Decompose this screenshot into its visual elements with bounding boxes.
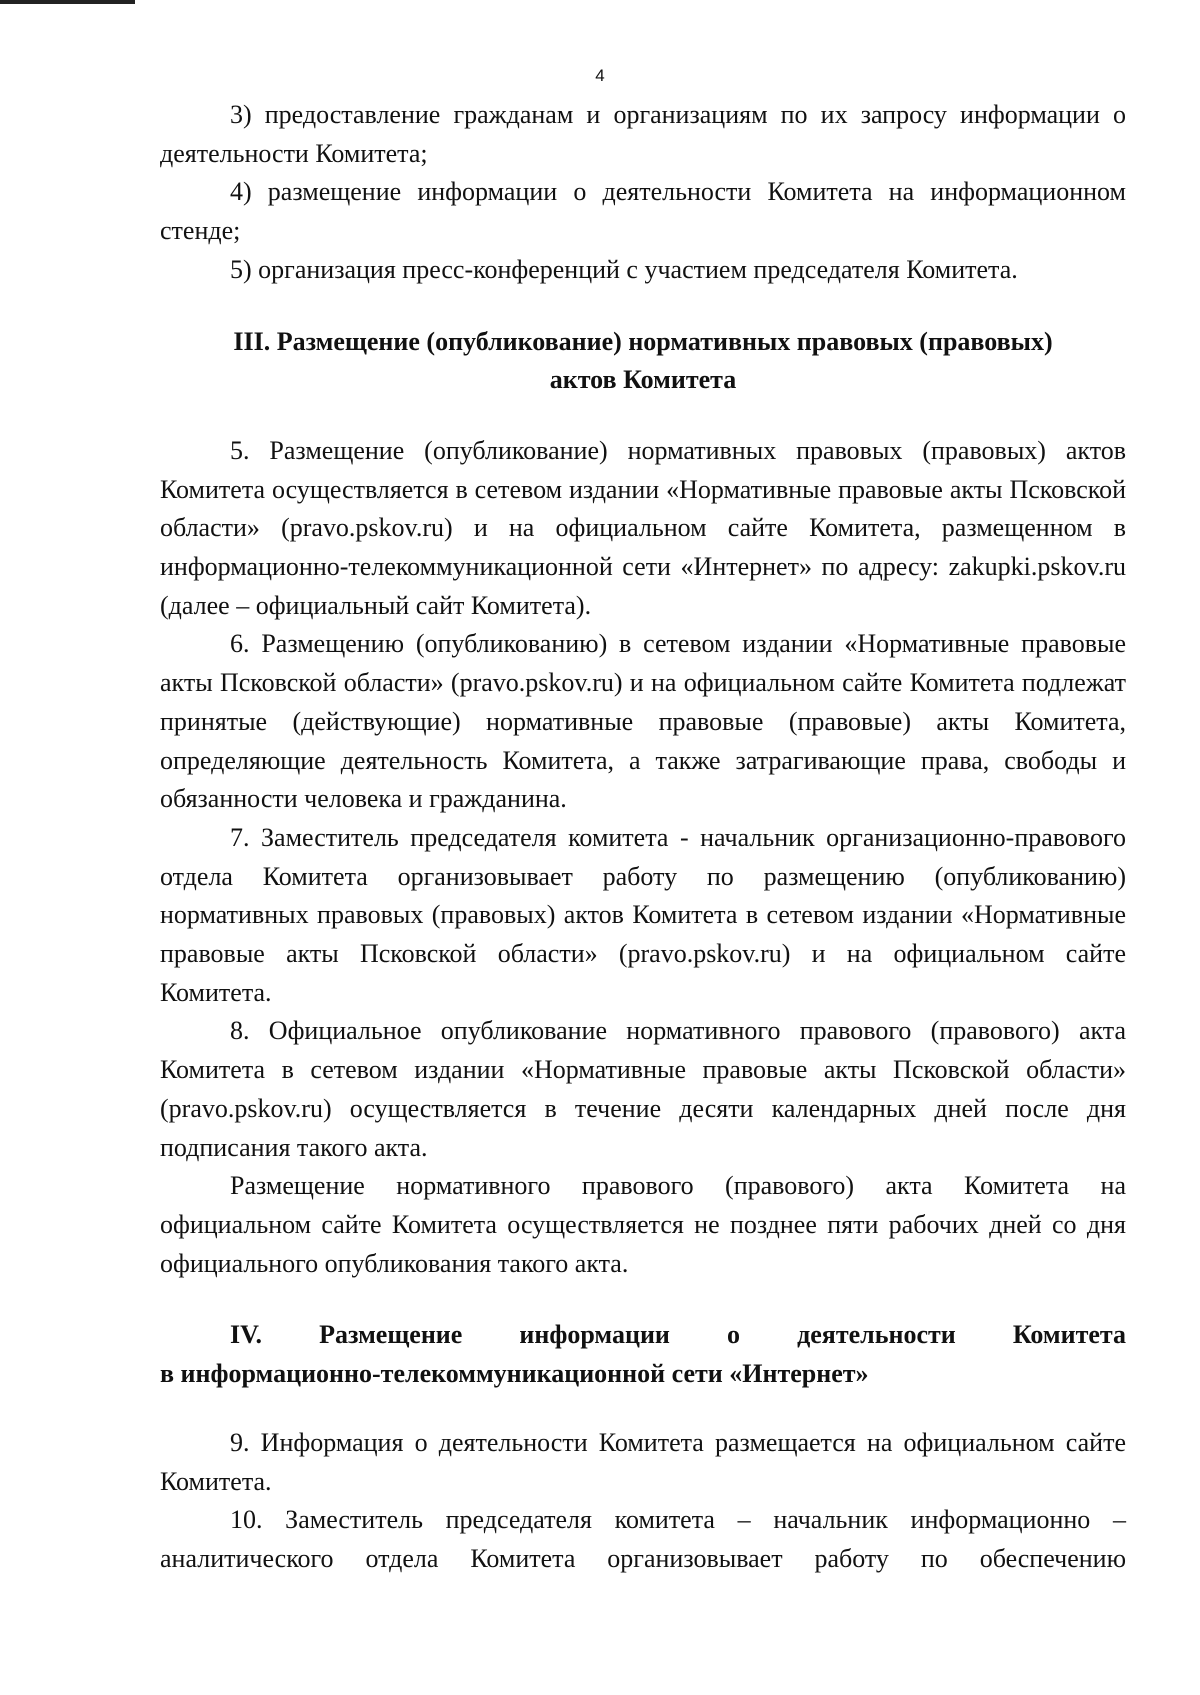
clause-7: 7. Заместитель председателя комитета - начальник организационно-правового отдела Комитета организовывает работу по размещению (опубликованию) нормативных правовых (правовых) актов Комитета в сетевом издании «Нормативные правовые акты Псковской области» (pravo.pskov.ru) и на официальном сайте Комитета. <box>160 822 1126 1007</box>
clause-9: 9. Информация о деятельности Комитета размещается на официальном сайте Комитета. <box>160 1427 1126 1496</box>
clause-8-continuation: Размещение нормативного правового (правового) акта Комитета на официальном сайте Комитета осуществляется не позднее пяти рабочих дней со дня официального опубликования такого акта. <box>160 1171 1126 1278</box>
clause-10: 10. Заместитель председателя комитета – начальник информационно – аналитического отдела Комитета организовывает работу по обеспечению <box>160 1505 1126 1573</box>
section-4-heading-line-1: IV. Размещение информации о деятельности Комитета <box>230 1320 1126 1350</box>
list-item-4: 4) размещение информации о деятельности Комитета на информационном стенде; <box>160 177 1126 246</box>
scan-corner-mark <box>0 0 135 4</box>
clause-6: 6. Размещению (опубликованию) в сетевом издании «Нормативные правовые акты Псковской области» (pravo.pskov.ru) и на официальном сайте Комитета подлежат принятые (действующие) нормативные правовые (правовые) акты Комитета, определяющие деятельность Комитета, а также затрагивающие права, свободы и обязанности человека и гражданина. <box>160 629 1126 814</box>
page-number: 4 <box>595 66 605 85</box>
clause-5: 5. Размещение (опубликование) нормативных правовых (правовых) актов Комитета осуществляется в сетевом издании «Нормативные правовые акты Псковской области» (pravo.pskov.ru) и на официальном сайте Комитета, размещенном в информационно-телекоммуникационной сети «Интернет» по адресу: zakupki.pskov.ru (далее – официальный сайт Комитета). <box>160 435 1126 620</box>
section-4-heading <box>160 1316 1126 1393</box>
clause-8: 8. Официальное опубликование нормативного правового (правового) акта Комитета в сетевом издании «Нормативные правовые акты Псковской области» (pravo.pskov.ru) осуществляется в течение десяти календарных дней после дня подписания такого акта. <box>160 1016 1126 1162</box>
section-3-heading: III. Размещение (опубликование) нормативных правовых (правовых) актов Комитета <box>233 326 1053 395</box>
list-item-5: 5) организация пресс-конференций с участием председателя Комитета. <box>230 254 1018 284</box>
section-4-heading-line-2: в информационно-телекоммуникационной сети «Интернет» <box>160 1359 869 1389</box>
document-body <box>160 96 1126 1579</box>
list-item-3: 3) предоставление гражданам и организациям по их запросу информации о деятельности Комитета; <box>160 100 1126 168</box>
